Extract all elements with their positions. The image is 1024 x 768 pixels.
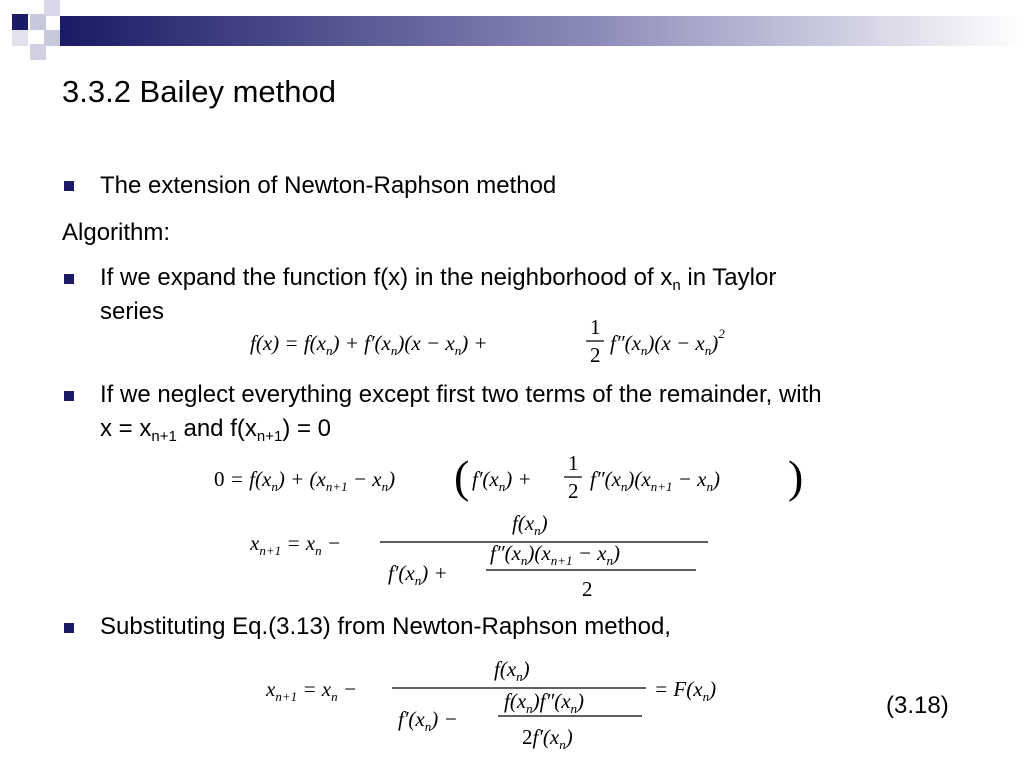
svg-text:f′(xn) −: $f'(x_n)$ − [398, 707, 458, 734]
taylor-expansion-formula [250, 312, 790, 368]
svg-text:xn+1 = xn −: $x_{n+1} = x_n$ − [266, 677, 358, 704]
bullet-text-series: series [100, 298, 165, 325]
svg-text:f(x) = f(xn) + f′(xn)(x − xn): $f(x) = f(x_n) + f'(x_n)(x - x_n)$ + [250, 331, 488, 358]
svg-text:2: 2 [590, 343, 601, 367]
truncated-expansion-formula [214, 450, 814, 506]
bullet-text-neglect: If we neglect everything except first two terms of the remainder, with [100, 381, 822, 408]
svg-text:(: ( [454, 451, 470, 502]
svg-text:1: 1 [568, 451, 579, 475]
equation-number: (3.18) [886, 692, 949, 719]
svg-text:f″(xn)(x − xn)2: $f''(x_n)(x - x_n)^2$ [610, 326, 725, 358]
svg-text:2: 2 [568, 479, 579, 503]
bailey-final-formula [266, 652, 766, 752]
text-fragment: in Taylor [680, 264, 777, 291]
svg-text:f′(xn) +: $f'(x_n)$ + [472, 467, 532, 494]
bailey-iteration-formula [250, 506, 720, 602]
bullet-text-extension: The extension of Newton-Raphson method [100, 172, 557, 199]
svg-text:2f′(xn): $2f'(x_n)$ [522, 725, 573, 752]
svg-text:): ) [788, 451, 804, 502]
svg-text:f″(xn)(xn+1 − xn): $f''(x_n)(x_{n+1} - x_n)$ [590, 467, 720, 494]
svg-text:1: 1 [590, 315, 601, 339]
subscript: n+1 [151, 428, 177, 445]
text-fragment: If we expand the function f(x) in the neighborhood of x [100, 264, 673, 291]
text-fragment: and f(x [176, 415, 257, 442]
bullet-marker [64, 181, 74, 191]
banner-graphic [0, 0, 1024, 62]
svg-text:2: 2 [582, 577, 593, 601]
subscript: n [672, 277, 681, 294]
bullet-marker [64, 391, 74, 401]
bullet-text-taylor [100, 261, 776, 295]
svg-text:f″(xn)(xn+1 − xn): $f''(x_n)(x_{n+1} - x_n)$ [490, 541, 620, 568]
algorithm-label: Algorithm: [62, 219, 171, 246]
bullet-marker [64, 623, 74, 633]
bullet-text-substituting: Substituting Eq.(3.13) from Newton-Raphson method, [100, 613, 671, 640]
svg-text:0 = f(xn) + (xn+1 − xn): $0 = f(x_n) + (x_{n+1} - x_n)$ [214, 467, 396, 494]
svg-text:= F(xn): = $F(x_n)$ [654, 677, 717, 704]
svg-text:f(xn): $f(x_n)$ [494, 657, 530, 684]
svg-text:f′(xn) +: $f'(x_n)$ + [388, 561, 448, 588]
bullet-text-condition [100, 412, 331, 446]
svg-text:xn+1 = xn −: $x_{n+1} = x_n$ − [250, 531, 342, 558]
header-banner [0, 0, 1024, 62]
slide-title: 3.3.2 Bailey method [62, 74, 337, 109]
svg-text:f(xn)f″(xn): $f(x_n)f''(x_n)$ [504, 689, 585, 716]
svg-text:f(xn): $f(x_n)$ [512, 511, 548, 538]
bullet-marker [64, 274, 74, 284]
subscript: n+1 [256, 428, 283, 445]
text-fragment: ) = 0 [282, 415, 332, 442]
text-fragment: x = x [100, 415, 152, 442]
